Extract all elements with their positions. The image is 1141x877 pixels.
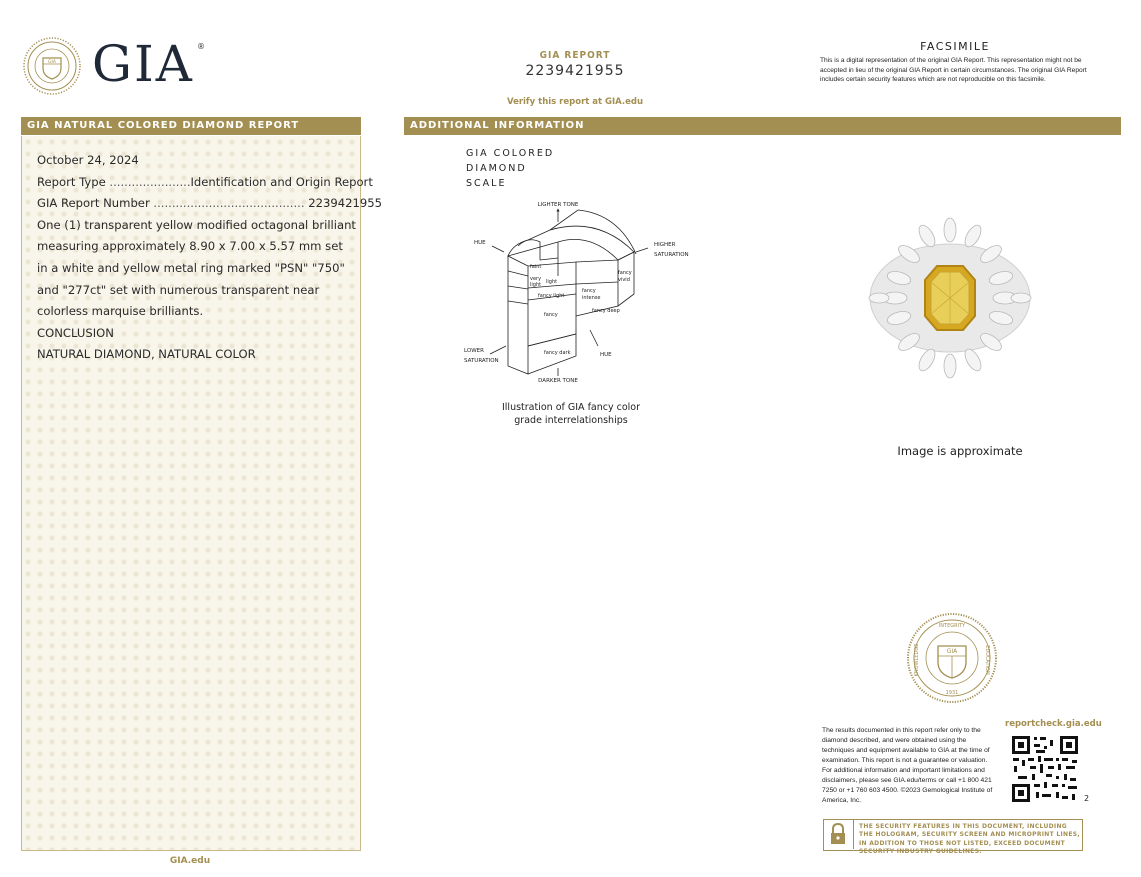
security-notice <box>823 819 1083 856</box>
label-darker-tone: DARKER TONE <box>538 378 578 384</box>
label-very-light: light <box>530 282 542 288</box>
label-fancy: fancy <box>544 312 558 318</box>
diamond-description: One (1) transparent yellow modified octagonal brilliant measuring approximately 8.90 x 7.00 x 5.57 mm set in a white and yellow metal ring marked "PSN" "750" and "277ct" set with numerous transparent near colorless marquise brilliants. <box>37 217 356 319</box>
seal-right-text: EDUCATION <box>984 645 990 675</box>
reportcheck-link[interactable]: reportcheck.gia.edu <box>1005 719 1102 729</box>
results-disclaimer: The results documented in this report refer only to the diamond described, and were obtained using the techniques and equipment available to GIA at the time of examination. This report is not a guarantee or valuation. For additional information and important limitations and disclaimers, please see GIA.edu/terms or call +1 800 421 7250 or +1 760 603 4500. ©2023 Gemological Institute of America, Inc. <box>822 727 993 804</box>
label-lower: LOWER <box>464 348 484 354</box>
page-number: 2 <box>1084 794 1090 803</box>
label-fancy-light: fancy light <box>538 293 565 299</box>
label-hue-bottom: HUE <box>600 352 612 358</box>
ring-image <box>865 218 1035 378</box>
right-section-title: ADDITIONAL INFORMATION <box>404 117 1121 135</box>
report-number-label: GIA Report Number <box>37 196 150 211</box>
report-date: October 24, 2024 <box>37 153 139 167</box>
scale-title-line-3: SCALE <box>466 178 507 189</box>
conclusion-value: NATURAL DIAMOND, NATURAL COLOR <box>37 347 256 362</box>
image-caption: Image is approximate <box>897 444 1023 458</box>
conclusion-label: CONCLUSION <box>37 325 114 340</box>
report-header <box>500 50 650 79</box>
label-fancy-intense: fancy <box>582 288 596 294</box>
gia-seal-logo-icon <box>22 36 82 96</box>
facsimile-title: FACSIMILE <box>920 40 990 53</box>
seal-top-text: INTEGRITY <box>938 623 966 629</box>
scale-title-line-2: DIAMOND <box>466 163 527 174</box>
color-scale-diagram <box>458 196 698 386</box>
gia-edu-link[interactable]: GIA.edu <box>169 856 211 866</box>
label-lighter-tone: LIGHTER TONE <box>537 202 579 208</box>
seal-gia-text: GIA <box>48 60 56 65</box>
gia-seal-icon <box>906 612 998 704</box>
gia-wordmark: GIA <box>92 35 194 93</box>
leader-dots: ...................... <box>105 174 191 189</box>
qr-code-icon[interactable] <box>1010 734 1080 804</box>
report-label: GIA REPORT <box>539 50 611 61</box>
label-light: light <box>546 279 558 285</box>
registered-mark: ® <box>197 42 205 51</box>
label-saturation-low: SATURATION <box>464 358 499 364</box>
label-vivid: vivid <box>618 277 630 283</box>
label-hue-left: HUE <box>474 240 486 246</box>
label-fancy-dark: fancy dark <box>544 350 571 356</box>
seal-left-text: KNOWLEDGE <box>914 643 920 677</box>
report-number-value: 2239421955 <box>308 196 382 211</box>
left-section-title: GIA NATURAL COLORED DIAMOND REPORT <box>21 117 361 135</box>
facsimile-block <box>820 40 1090 85</box>
seal-bottom-text: 1931 <box>945 690 959 696</box>
label-very: very <box>530 276 542 282</box>
label-intense: intense <box>582 295 601 301</box>
scale-title-line-1: GIA COLORED <box>466 148 555 159</box>
scale-caption <box>486 401 656 427</box>
report-type-row <box>37 172 373 194</box>
scale-caption-line-1: Illustration of GIA fancy color <box>501 402 641 413</box>
report-number-row <box>37 193 382 215</box>
verify-link[interactable]: Verify this report at GIA.edu <box>506 97 644 107</box>
seal-center-text: GIA <box>946 648 958 655</box>
lock-icon <box>824 820 854 849</box>
color-scale-title <box>466 146 554 191</box>
label-higher: HIGHER <box>654 242 676 248</box>
leader-dots: ......................................... <box>149 196 309 211</box>
scale-caption-line-2: grade interrelationships <box>514 415 628 426</box>
label-faint: faint <box>530 264 542 270</box>
label-fancy-deep: fancy deep <box>592 308 620 314</box>
report-type-label: Report Type <box>37 174 106 189</box>
label-saturation-high: SATURATION <box>654 252 689 258</box>
report-number: 2239421955 <box>525 63 625 79</box>
facsimile-disclaimer: This is a digital representation of the original GIA Report. This representation might not be accepted in lieu of the original GIA Report in certain circumstances. The original GIA Report includes certain security features which are not reproducible on this facsimile. <box>820 57 1087 83</box>
report-details <box>37 150 382 366</box>
report-type-value: Identification and Origin Report <box>190 174 373 189</box>
security-text: THE SECURITY FEATURES IN THIS DOCUMENT, INCLUDING THE HOLOGRAM, SECURITY SCREEN AND MICROPRINT LINES, IN ADDITION TO THOSE NOT LISTED, EXCEED DOCUMENT SECURITY INDUSTRY GUIDELINES. <box>859 823 1080 856</box>
label-fancy-vivid: fancy <box>618 270 632 276</box>
